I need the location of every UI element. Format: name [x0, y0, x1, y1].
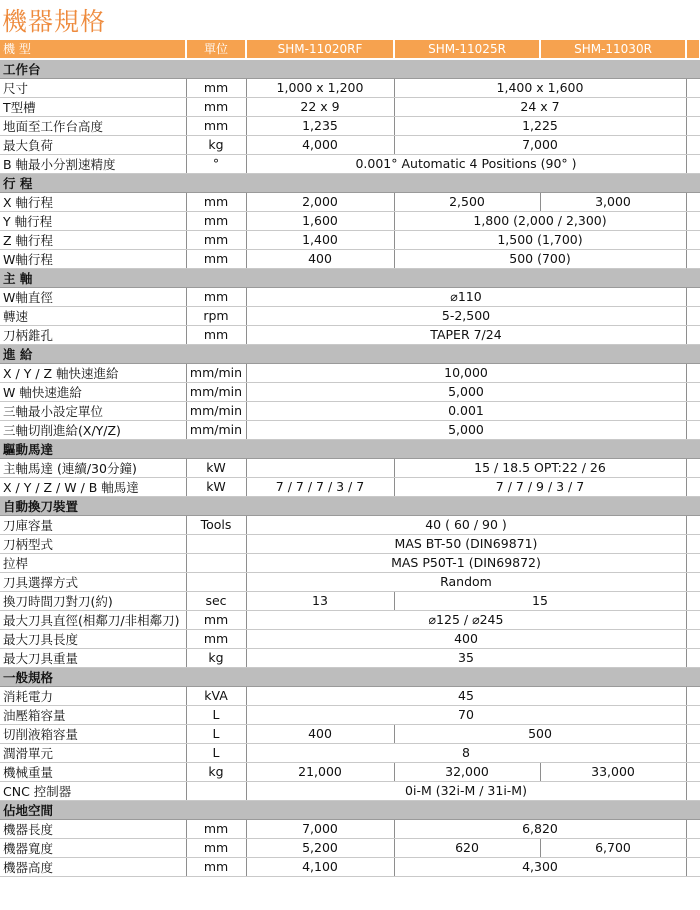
row-unit: [186, 781, 246, 800]
row-value: 1,500 (1,700): [394, 230, 686, 249]
table-row: [0, 363, 700, 382]
row-value: MAS BT-50 (DIN69871): [246, 534, 686, 553]
row-unit: kW: [186, 458, 246, 477]
row-label: 三軸最小設定單位: [0, 401, 186, 420]
row-spacer: [686, 249, 700, 268]
row-spacer: [686, 382, 700, 401]
row-label: X 軸行程: [0, 192, 186, 211]
table-row: [0, 287, 700, 306]
row-value: 0.001: [246, 401, 686, 420]
row-label: 刀具選擇方式: [0, 572, 186, 591]
row-spacer: [686, 629, 700, 648]
row-unit: mm/min: [186, 382, 246, 401]
table-row: [0, 572, 700, 591]
row-spacer: [686, 420, 700, 439]
row-value: 2,500: [394, 192, 540, 211]
row-spacer: [686, 211, 700, 230]
row-unit: mm: [186, 838, 246, 857]
row-value: 620: [394, 838, 540, 857]
table-row: [0, 686, 700, 705]
table-row: [0, 78, 700, 97]
table-row: [0, 534, 700, 553]
row-spacer: [686, 838, 700, 857]
row-spacer: [686, 743, 700, 762]
header-row: [0, 40, 700, 59]
row-unit: mm: [186, 230, 246, 249]
table-row: [0, 857, 700, 876]
row-unit: [186, 553, 246, 572]
row-value: 1,400 x 1,600: [394, 78, 686, 97]
row-spacer: [686, 477, 700, 496]
row-unit: rpm: [186, 306, 246, 325]
row-value: 24 x 7: [394, 97, 686, 116]
row-value: 35: [246, 648, 686, 667]
row-label: W軸直徑: [0, 287, 186, 306]
table-row: [0, 249, 700, 268]
row-label: B 軸最小分割速精度: [0, 154, 186, 173]
row-spacer: [686, 686, 700, 705]
section-header: [0, 667, 700, 686]
table-row: [0, 211, 700, 230]
row-value: 0.001° Automatic 4 Positions (90° ): [246, 154, 686, 173]
row-spacer: [686, 610, 700, 629]
row-unit: L: [186, 705, 246, 724]
page-title: 機器規格: [2, 7, 107, 36]
row-label: 最大刀具長度: [0, 629, 186, 648]
table-row: [0, 325, 700, 344]
table-row: [0, 591, 700, 610]
section-header: [0, 439, 700, 458]
row-label: 地面至工作台高度: [0, 116, 186, 135]
row-label: 拉桿: [0, 553, 186, 572]
row-unit: [186, 534, 246, 553]
row-value: 15: [394, 591, 686, 610]
row-spacer: [686, 857, 700, 876]
row-value: 1,600: [246, 211, 394, 230]
table-row: [0, 401, 700, 420]
row-spacer: [686, 97, 700, 116]
row-spacer: [686, 781, 700, 800]
row-spacer: [686, 819, 700, 838]
row-unit: mm: [186, 116, 246, 135]
row-value: 1,225: [394, 116, 686, 135]
row-value: 45: [246, 686, 686, 705]
section-header: [0, 268, 700, 287]
row-value: 5,000: [246, 420, 686, 439]
row-spacer: [686, 648, 700, 667]
row-spacer: [686, 705, 700, 724]
row-unit: kg: [186, 648, 246, 667]
row-spacer: [686, 458, 700, 477]
row-value: 1,800 (2,000 / 2,300): [394, 211, 686, 230]
row-value: 1,000 x 1,200: [246, 78, 394, 97]
row-label: 潤滑單元: [0, 743, 186, 762]
row-spacer: [686, 401, 700, 420]
header-spacer: [686, 40, 700, 59]
section-title: 一般規格: [0, 667, 700, 686]
table-row: [0, 781, 700, 800]
spec-table-body: [0, 40, 700, 876]
row-value: 1,235: [246, 116, 394, 135]
row-value: 2,000: [246, 192, 394, 211]
table-row: [0, 230, 700, 249]
row-value: 400: [246, 249, 394, 268]
table-row: [0, 515, 700, 534]
table-row: [0, 135, 700, 154]
row-value: 10,000: [246, 363, 686, 382]
spec-table: [0, 40, 700, 877]
section-title: 驅動馬達: [0, 439, 700, 458]
row-spacer: [686, 135, 700, 154]
section-header: [0, 173, 700, 192]
row-label: X / Y / Z 軸快速進給: [0, 363, 186, 382]
table-row: [0, 743, 700, 762]
row-value: Random: [246, 572, 686, 591]
row-label: 最大刀具直徑(相鄰刀/非相鄰刀): [0, 610, 186, 629]
row-spacer: [686, 591, 700, 610]
row-spacer: [686, 192, 700, 211]
table-row: [0, 382, 700, 401]
row-value: [246, 458, 394, 477]
row-unit: L: [186, 743, 246, 762]
row-spacer: [686, 515, 700, 534]
row-unit: mm: [186, 287, 246, 306]
row-unit: kW: [186, 477, 246, 496]
row-unit: mm/min: [186, 420, 246, 439]
header-model: 機 型: [0, 40, 186, 59]
row-spacer: [686, 306, 700, 325]
row-unit: sec: [186, 591, 246, 610]
row-spacer: [686, 325, 700, 344]
row-unit: mm/min: [186, 363, 246, 382]
row-spacer: [686, 724, 700, 743]
table-row: [0, 420, 700, 439]
row-value: 7 / 7 / 7 / 3 / 7: [246, 477, 394, 496]
row-label: 主軸馬達 (連續/30分鐘): [0, 458, 186, 477]
row-unit: Tools: [186, 515, 246, 534]
row-value: 3,000: [540, 192, 686, 211]
row-value: 21,000: [246, 762, 394, 781]
table-row: [0, 762, 700, 781]
row-value: 500: [394, 724, 686, 743]
table-row: [0, 116, 700, 135]
table-row: [0, 192, 700, 211]
row-unit: mm: [186, 629, 246, 648]
row-unit: mm: [186, 211, 246, 230]
row-label: 切削液箱容量: [0, 724, 186, 743]
row-unit: mm/min: [186, 401, 246, 420]
header-unit: 單位: [186, 40, 246, 59]
row-unit: kg: [186, 762, 246, 781]
section-header: [0, 800, 700, 819]
row-value: TAPER 7/24: [246, 325, 686, 344]
row-label: 最大刀具重量: [0, 648, 186, 667]
row-value: 7 / 7 / 9 / 3 / 7: [394, 477, 686, 496]
table-row: [0, 458, 700, 477]
row-label: Z 軸行程: [0, 230, 186, 249]
row-unit: °: [186, 154, 246, 173]
row-value: 5,200: [246, 838, 394, 857]
table-row: [0, 154, 700, 173]
table-row: [0, 705, 700, 724]
row-unit: mm: [186, 97, 246, 116]
row-unit: mm: [186, 857, 246, 876]
row-value: 6,700: [540, 838, 686, 857]
row-value: 500 (700): [394, 249, 686, 268]
header-model-3: SHM-11030R: [540, 40, 686, 59]
row-spacer: [686, 230, 700, 249]
table-row: [0, 819, 700, 838]
row-value: 400: [246, 629, 686, 648]
section-title: 進 給: [0, 344, 700, 363]
row-label: 機器長度: [0, 819, 186, 838]
row-value: ⌀110: [246, 287, 686, 306]
row-value: 22 x 9: [246, 97, 394, 116]
table-row: [0, 629, 700, 648]
row-unit: mm: [186, 249, 246, 268]
table-row: [0, 553, 700, 572]
section-header: [0, 496, 700, 515]
row-spacer: [686, 762, 700, 781]
row-label: W軸行程: [0, 249, 186, 268]
row-label: 尺寸: [0, 78, 186, 97]
row-unit: L: [186, 724, 246, 743]
row-label: W 軸快速進給: [0, 382, 186, 401]
row-label: 刀柄型式: [0, 534, 186, 553]
row-value: 33,000: [540, 762, 686, 781]
row-value: 7,000: [394, 135, 686, 154]
row-value: 8: [246, 743, 686, 762]
row-spacer: [686, 534, 700, 553]
row-spacer: [686, 116, 700, 135]
row-label: CNC 控制器: [0, 781, 186, 800]
row-unit: mm: [186, 78, 246, 97]
row-label: 三軸切削進給(X/Y/Z): [0, 420, 186, 439]
row-unit: mm: [186, 819, 246, 838]
row-unit: mm: [186, 192, 246, 211]
row-label: 轉速: [0, 306, 186, 325]
table-row: [0, 648, 700, 667]
section-title: 工作台: [0, 59, 700, 79]
row-label: T型槽: [0, 97, 186, 116]
row-value: 40 ( 60 / 90 ): [246, 515, 686, 534]
row-label: 換刀時間刀對刀(約): [0, 591, 186, 610]
header-model-2: SHM-11025R: [394, 40, 540, 59]
table-row: [0, 610, 700, 629]
row-value: 5-2,500: [246, 306, 686, 325]
row-value: 13: [246, 591, 394, 610]
row-spacer: [686, 363, 700, 382]
table-row: [0, 477, 700, 496]
row-unit: kVA: [186, 686, 246, 705]
row-value: 15 / 18.5 OPT:22 / 26: [394, 458, 686, 477]
row-spacer: [686, 78, 700, 97]
table-row: [0, 97, 700, 116]
row-label: 刀柄錐孔: [0, 325, 186, 344]
section-header: [0, 344, 700, 363]
row-unit: kg: [186, 135, 246, 154]
section-header: [0, 59, 700, 79]
row-label: 油壓箱容量: [0, 705, 186, 724]
row-value: 4,000: [246, 135, 394, 154]
row-value: 400: [246, 724, 394, 743]
row-unit: mm: [186, 325, 246, 344]
row-value: 5,000: [246, 382, 686, 401]
row-spacer: [686, 572, 700, 591]
row-value: 4,300: [394, 857, 686, 876]
section-title: 佔地空間: [0, 800, 700, 819]
section-title: 自動換刀裝置: [0, 496, 700, 515]
row-value: MAS P50T-1 (DIN69872): [246, 553, 686, 572]
row-spacer: [686, 553, 700, 572]
row-value: 7,000: [246, 819, 394, 838]
row-value: 4,100: [246, 857, 394, 876]
row-value: 32,000: [394, 762, 540, 781]
row-spacer: [686, 287, 700, 306]
row-value: 1,400: [246, 230, 394, 249]
section-title: 行 程: [0, 173, 700, 192]
row-label: X / Y / Z / W / B 軸馬達: [0, 477, 186, 496]
row-value: ⌀125 / ⌀245: [246, 610, 686, 629]
row-unit: [186, 572, 246, 591]
section-title: 主 軸: [0, 268, 700, 287]
row-label: 最大負荷: [0, 135, 186, 154]
row-label: 機器高度: [0, 857, 186, 876]
row-label: 機器寬度: [0, 838, 186, 857]
row-value: 0i-M (32i-M / 31i-M): [246, 781, 686, 800]
row-label: 消耗電力: [0, 686, 186, 705]
header-model-1: SHM-11020RF: [246, 40, 394, 59]
table-row: [0, 724, 700, 743]
table-row: [0, 838, 700, 857]
row-label: Y 軸行程: [0, 211, 186, 230]
row-spacer: [686, 154, 700, 173]
row-label: 刀庫容量: [0, 515, 186, 534]
row-unit: mm: [186, 610, 246, 629]
table-row: [0, 306, 700, 325]
row-value: 70: [246, 705, 686, 724]
row-value: 6,820: [394, 819, 686, 838]
row-label: 機械重量: [0, 762, 186, 781]
